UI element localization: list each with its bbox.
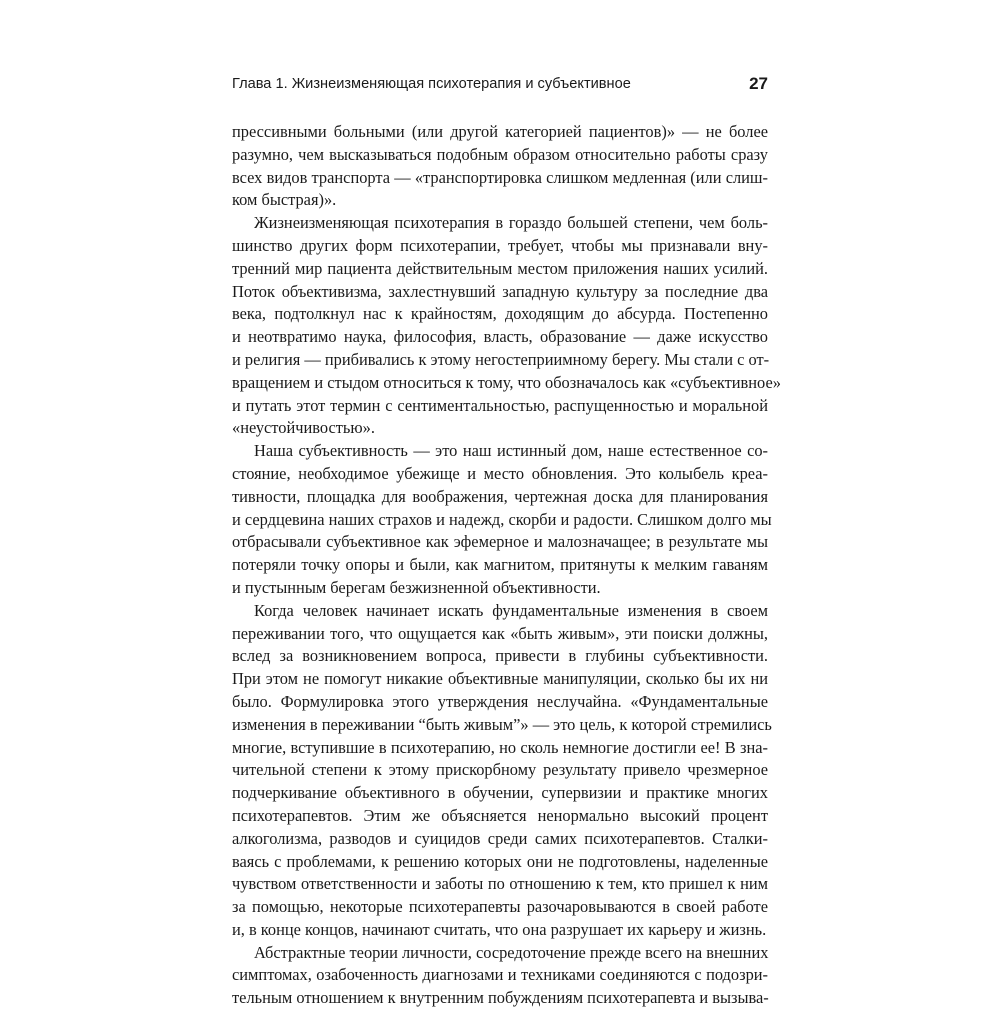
text-line: ваясь с проблемами, к решению которых они не подготовлены, наделенные [232, 851, 768, 871]
running-head [232, 74, 768, 98]
text-line: века, подтолкнул нас к крайностям, доходящим до абсурда. Постепенно [232, 304, 768, 324]
text-line: чувством ответственности и заботы по отношению к тем, кто пришел к ним [232, 874, 768, 894]
text-line: Поток объективизма, захлестнувший западную культуру за последние два [232, 281, 768, 301]
text-line: потеряли точку опоры и были, как магнитом, притянуты к мелким гаваням [232, 555, 768, 575]
text-line: вслед за возникновением вопроса, привести в глубины субъективности. [232, 646, 768, 666]
text-line: всех видов транспорта — «транспортировка слишком медленная (или слиш- [232, 167, 768, 187]
text-line: ком быстрая)». [232, 190, 337, 210]
text-line: переживании того, что ощущается как «быть живым», эти поиски должны, [232, 623, 768, 643]
text-line: подчеркивание объективного в обучении, супервизии и практике многих [232, 783, 768, 803]
text-line: стояние, необходимое убежище и место обновления. Это колыбель креа- [232, 463, 768, 483]
text-line: тельным отношением к внутренним побуждениям психотерапевта и вызыва- [232, 988, 769, 1008]
text-line: отбрасывали субъективное как эфемерное и малозначащее; в результате мы [232, 532, 768, 552]
book-page [232, 66, 781, 1008]
text-line: и, в конце концов, начинают считать, что она разрушает их карьеру и жизнь. [232, 919, 767, 939]
page-number: 27 [749, 74, 768, 93]
chapter-title: Глава 1. Жизнеизменяющая психотерапия и субъективное [232, 76, 631, 92]
text-line: При этом не помогут никакие объективные манипуляции, сколько бы их ни [232, 669, 768, 689]
text-line: и путать этот термин с сентиментальностью, распущенностью и моральной [232, 395, 768, 415]
text-line: разумно, чем высказываться подобным образом относительно работы сразу [232, 144, 768, 164]
paragraph-first-line: Абстрактные теории личности, сосредоточение прежде всего на внешних [254, 942, 769, 962]
text-line: изменения в переживании “быть живым”» — это цель, к которой стремились [232, 714, 772, 734]
paragraph-first-line: Жизнеизменяющая психотерапия в гораздо большей степени, чем боль- [254, 213, 768, 233]
text-line: тивности, площадка для воображения, чертежная доска для планирования [232, 486, 768, 506]
text-line: и неотвратимо наука, философия, власть, образование — даже искусство [232, 327, 768, 347]
text-line: и сердцевина наших страхов и надежд, скорби и радости. Слишком долго мы [232, 509, 772, 529]
paragraph-first-line: Когда человек начинает искать фундаментальные изменения в своем [254, 600, 768, 620]
text-line: психотерапевтов. Этим же объясняется ненормально высокий процент [232, 805, 768, 825]
text-line: симптомах, озабоченность диагнозами и техниками соединяются с подозри- [232, 965, 768, 985]
paragraph-first-line: Наша субъективность — это наш истинный дом, наше естественное со- [254, 441, 768, 461]
text-line: алкоголизма, разводов и суицидов среди самих психотерапевтов. Сталки- [232, 828, 768, 848]
text-line: многие, вступившие в психотерапию, но сколь немногие достигли ее! В зна- [232, 737, 768, 757]
text-line: и пустынным берегам безжизненной объективности. [232, 577, 601, 597]
text-line: за помощью, некоторые психотерапевты разочаровываются в своей работе [232, 897, 768, 917]
text-line: чительной степени к этому прискорбному результату привело чрезмерное [232, 760, 768, 780]
text-line: и религия — прибивались к этому негостеприимному берегу. Мы стали с от- [232, 349, 770, 369]
body-text [232, 121, 781, 1010]
text-line: «неустойчивостью». [232, 418, 375, 438]
text-line: прессивными больными (или другой категорией пациентов)» — не более [232, 122, 768, 141]
text-line: шинство других форм психотерапии, требует, чтобы мы признавали вну- [232, 235, 768, 255]
text-line: было. Формулировка этого утверждения неслучайна. «Фундаментальные [232, 691, 768, 711]
text-line: вращением и стыдом относиться к тому, что обозначалось как «субъективное» [232, 372, 781, 392]
text-line: тренний мир пациента действительным местом приложения наших усилий. [232, 258, 768, 278]
